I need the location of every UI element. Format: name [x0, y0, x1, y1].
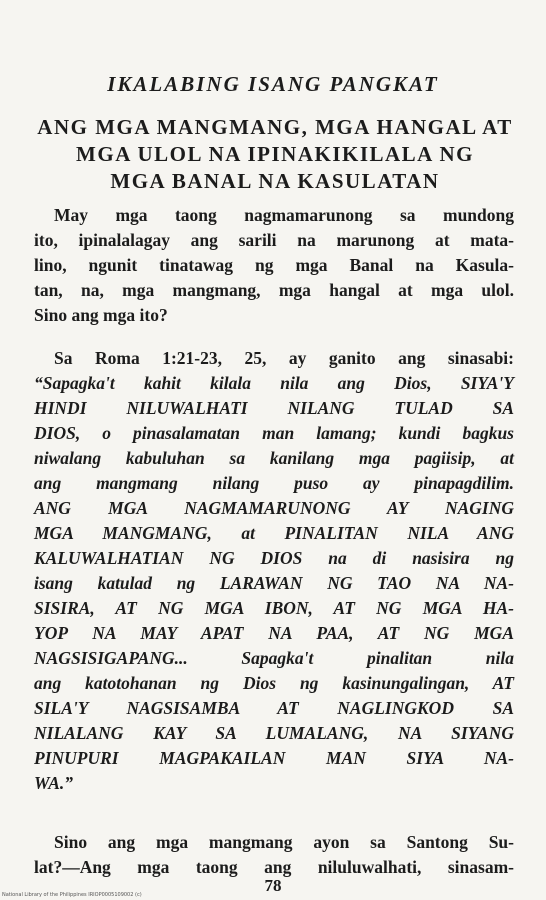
text-line: tan, na, mga mangmang, mga hangal at mga ulol.	[34, 280, 514, 300]
title-line: ANG MGA MANGMANG, MGA HANGAL AT	[37, 115, 513, 139]
quote-line: NILALANG KAY SA LUMALANG, NA SIYANG	[34, 723, 514, 743]
quote-line: ANG MGA NAGMAMARUNONG AY NAGING	[34, 498, 514, 518]
quote-line: DIOS, o pinasalamatan man lamang; kundi bagkus	[34, 423, 514, 443]
text-line: Sino ang mga ito?	[34, 305, 168, 325]
text-line: Sa Roma 1:21-23, 25, ay ganito ang sinasabi:	[54, 348, 514, 368]
title-line: MGA ULOL NA IPINAKIKILALA NG	[76, 142, 474, 166]
quote-line: KALUWALHATIAN NG DIOS na di nasisira ng	[34, 548, 514, 568]
title-line: MGA BANAL NA KASULATAN	[110, 169, 440, 193]
quote-line: SISIRA, AT NG MGA IBON, AT NG MGA HA-	[34, 598, 514, 618]
page-number: 78	[264, 876, 282, 895]
chapter-heading: IKALABING ISANG PANGKAT	[107, 72, 439, 96]
quote-line: NAGSISIGAPANG... Sapagka't pinalitan nila	[34, 648, 514, 668]
quote-line: ang katotohanan ng Dios ng kasinungalingan, AT	[34, 673, 514, 693]
quote-line: PINUPURI MAGPAKAILAN MAN SIYA NA-	[34, 748, 514, 768]
quote-line: “Sapagka't kahit kilala nila ang Dios, SIYA'Y	[34, 373, 514, 393]
quote-line: MGA MANGMANG, at PINALITAN NILA ANG	[34, 523, 514, 543]
text-line: Sino ang mga mangmang ayon sa Santong Su-	[54, 832, 514, 852]
paragraph-intro	[34, 203, 514, 328]
quote-line: SILA'Y NAGSISAMBA AT NAGLINGKOD SA	[34, 698, 514, 718]
quote-line: isang katulad ng LARAWAN NG TAO NA NA-	[34, 573, 514, 593]
quote-line: ang mangmang nilang puso ay pinapagdilim.	[34, 473, 514, 493]
quote-line: WA.”	[34, 773, 74, 793]
text-line: May mga taong nagmamarunong sa mundong	[54, 205, 514, 225]
paragraph-question	[34, 830, 514, 880]
paragraph-quote	[34, 346, 514, 796]
quote-line: YOP NA MAY APAT NA PAA, AT NG MGA	[34, 623, 514, 643]
quote-line: niwalang kabuluhan sa kanilang mga pagiisip, at	[34, 448, 514, 468]
text-line: lat?—Ang mga taong ang niluluwalhati, sinasam-	[34, 857, 514, 877]
chapter-title	[30, 114, 520, 195]
text-line: lino, ngunit tinatawag ng mga Banal na Kasula-	[34, 255, 514, 275]
library-footer: National Library of the Philippines IRIOP0005109002 (c)	[2, 892, 142, 898]
quote-line: HINDI NILUWALHATI NILANG TULAD SA	[34, 398, 514, 418]
text-line: ito, ipinalalagay ang sarili na marunong at mata-	[34, 230, 514, 250]
